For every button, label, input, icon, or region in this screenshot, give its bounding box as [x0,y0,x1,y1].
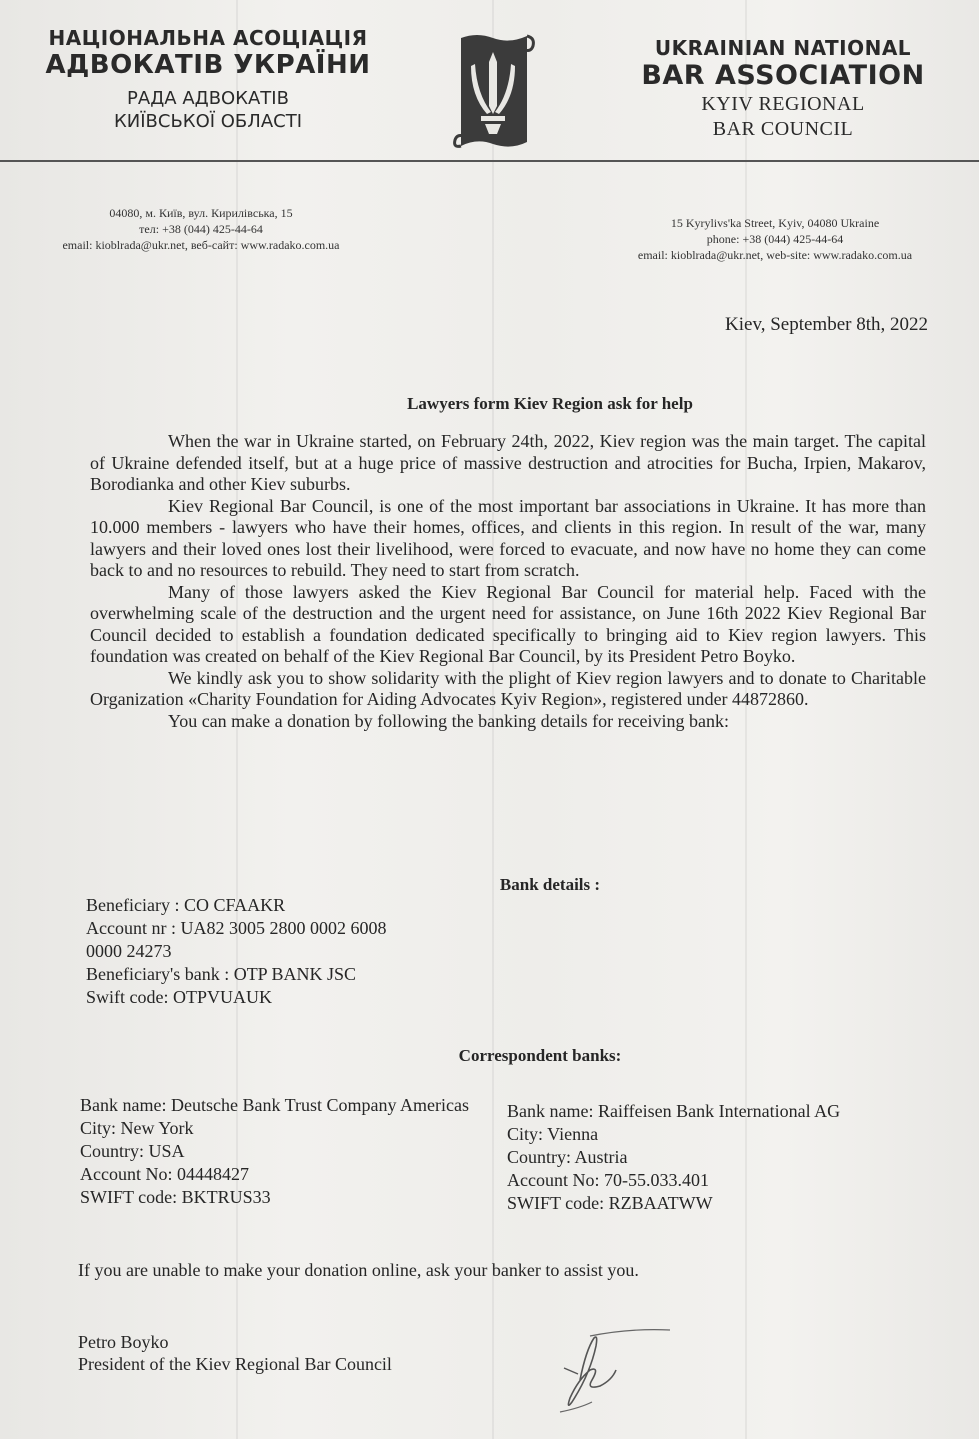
beneficiary-bank: Beneficiary's bank : OTP BANK JSC [86,964,357,984]
header-en-line4: BAR COUNCIL [712,118,854,140]
contact-en-phone: phone: +38 (044) 425-44-64 [706,232,844,246]
contact-en-web: email: kioblrada@ukr.net, web-site: www.radako.com.ua [637,248,913,262]
header-ua-line2: АДВОКАТІВ УКРАЇНИ [45,50,371,80]
account-number-line1: Account nr : UA82 3005 2800 0002 6008 [86,918,387,938]
bank-name: Bank name: Deutsche Bank Trust Company Americas [80,1095,469,1115]
paragraph: Kiev Regional Bar Council, is one of the most important bar associations in Ukraine. It has more than 10.000 members - lawyers who have their homes, offices, and clients in this region. In result of the war, many lawyers and their loved ones lost their livelihood, were forced to evacuate, and now have no home they can come back to and no resources to rebuild. They need to start from scratch. [90,495,926,580]
bank-account: Account No: 70-55.033.401 [507,1170,709,1190]
beneficiary: Beneficiary : CO CFAAKR [86,895,286,915]
contact-english [575,215,975,263]
account-number-line2: 0000 24273 [86,941,172,961]
header-ua-line1: НАЦІОНАЛЬНА АСОЦІАЦІЯ [48,26,368,50]
signatory-name: Petro Boyko [78,1332,169,1352]
bank-city: City: New York [80,1118,194,1138]
trident-scroll-icon [447,30,539,158]
bank-city: City: Vienna [507,1124,599,1144]
correspondent-bank-left [80,1094,490,1209]
closing-note: If you are unable to make your donation online, ask your banker to assist you. [78,1260,639,1280]
bank-account: Account No: 04448427 [80,1164,249,1184]
contact-en-address: 15 Kyrylivs'ka Street, Kyiv, 04080 Ukraine [670,216,880,230]
header-ukrainian [36,26,380,132]
paragraph: You can make a donation by following the banking details for receiving bank: [168,710,730,731]
letter-title: Lawyers form Kiev Region ask for help [407,394,693,413]
header-ua-line3: РАДА АДВОКАТІВ [127,88,289,109]
bank-country: Country: Austria [507,1147,628,1167]
bank-details [86,894,506,1009]
paragraph: Many of those lawyers asked the Kiev Regional Bar Council for material help. Faced with the overwhelming scale of the destruction and the urgent need for assistance, on June 16th 2022 Kiev Regional Bar Council decided to establish a foundation dedicated specifically to bringing aid to Kiev region lawyers. This foundation was created on behalf of the Kiev Regional Bar Council, by its President Petro Boyko. [90,581,926,666]
bank-swift: SWIFT code: RZBAATWW [507,1193,713,1213]
letter-body [90,431,926,732]
correspondent-bank-right [507,1100,937,1215]
contact-ua-address: 04080, м. Київ, вул. Кирилівська, 15 [109,206,293,220]
header-english [625,36,941,141]
signatory-position: President of the Kiev Regional Bar Council [78,1354,392,1374]
header-en-line2: BAR ASSOCIATION [641,60,925,91]
paragraph: We kindly ask you to show solidarity with the plight of Kiev region lawyers and to donate to Charitable Organization «Charity Foundation for Aiding Advocates Kyiv Region», registered under 44872860. [90,667,926,709]
contact-ua-web: email: kioblrada@ukr.net, веб-сайт: www.radako.com.ua [62,238,340,252]
contact-ukrainian [0,205,402,253]
handwritten-signature-icon [520,1310,720,1420]
correspondent-banks-heading: Correspondent banks: [458,1046,622,1065]
bank-swift: SWIFT code: BKTRUS33 [80,1187,271,1207]
bank-details-heading: Bank details : [499,875,601,894]
swift-code: Swift code: OTPVUAUK [86,987,272,1007]
header-divider [0,160,979,162]
paragraph: When the war in Ukraine started, on February 24th, 2022, Kiev region was the main target. The capital of Ukraine defended itself, but at a huge price of massive destruction and atrocities for Bucha, Irpien, Makarov, Borodianka and other Kiev suburbs. [90,431,926,494]
contact-ua-phone: тел: +38 (044) 425-44-64 [139,222,263,236]
header-en-line1: UKRAINIAN NATIONAL [654,36,912,60]
header-en-line3: KYIV REGIONAL [701,93,865,115]
bank-name: Bank name: Raiffeisen Bank International AG [507,1101,841,1121]
letter-date: Kiev, September 8th, 2022 [725,314,928,335]
bank-country: Country: USA [80,1141,185,1161]
header-ua-line4: КИЇВСЬКОЇ ОБЛАСТІ [113,111,303,132]
